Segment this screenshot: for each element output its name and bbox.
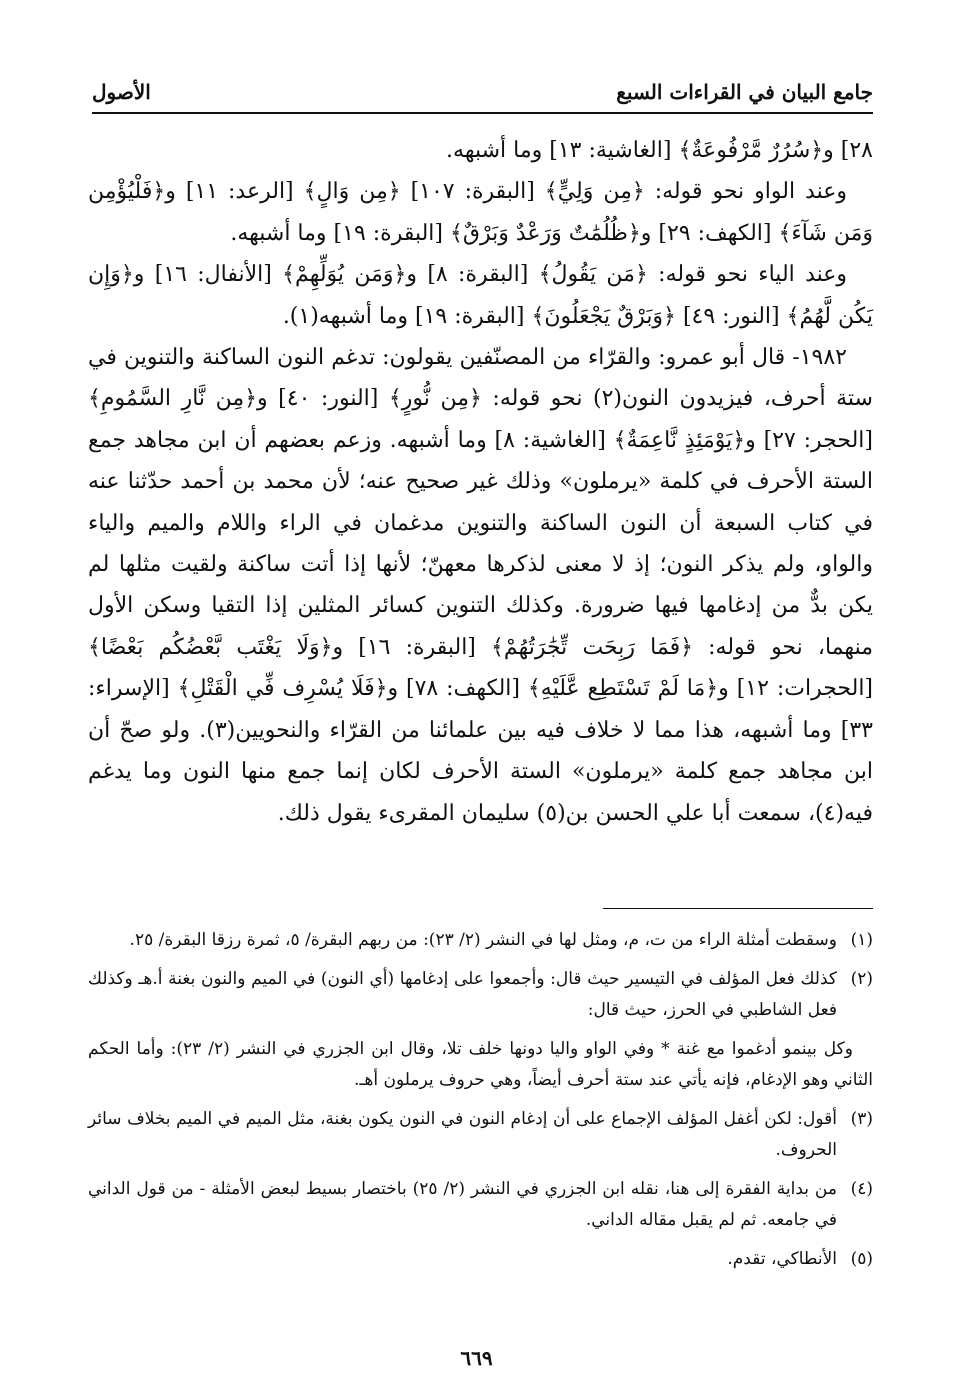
paragraph-4: ١٩٨٢- قال أبو عمرو: والقرّاء من المصنّفين يقولون: تدغم النون الساكنة والتنوين في ستة أحرف، فيزيدون النون(٢) نحو قوله: ﴿مِن نُّورٍ﴾ [النور: ٤٠] و﴿مِن نَّارِ السَّمُومِ﴾ [الحجر: ٢٧] و﴿يَوْمَئِذٍ نَّاعِمَةٌ﴾ [الغاشية: ٨] وما أشبهه. وزعم بعضهم أن ابن مجاهد جمع الستة الأحرف في كلمة «يرملون» وذلك غير صحيح عنه؛ لأن محمد بن أحمد حدّثنا عنه في كتاب السبعة أن النون الساكنة والتنوين مدغمان في الراء واللام والميم والياء والواو، ولم يذكر النون؛ إذ لا معنى لذكرها معهنّ؛ لأنها إذا أتت ساكنة ولقيت مثلها لم يكن بدٌّ من إدغامها فيها ضرورة. وكذلك التنوين كسائر المثلين إذا التقيا وسكن الأول منهما، نحو قوله: ﴿فَمَا رَبِحَت تِّجَٰرَتُهُمْ﴾ [البقرة: ١٦] و﴿وَلَا يَغْتَب بَّعْضُكُم بَعْضًا﴾ [الحجرات: ١٢] و﴿مَا لَمْ تَسْتَطِع عَّلَيْهِ﴾ [الكهف: ٧٨] و﴿فَلَا يُسْرِف فِّي الْقَتْلِ﴾ [الإسراء: ٣٣] وما أشبهه، هذا مما لا خلاف فيه بين علمائنا من القرّاء والنحويين(٣). ولو صحّ أن ابن مجاهد جمع كلمة «يرملون» الستة الأحرف لكان إنما جمع منها النون وما يدغم فيه(٤)، سمعت أبا علي الحسن بن(٥) سليمان المقرىء يقول ذلك.	[88, 345, 874, 826]
paragraph-2: وعند الواو نحو قوله: ﴿مِن وَلِيٍّ﴾ [البقرة: ١٠٧] ﴿مِن وَالٍ﴾ [الرعد: ١١] و﴿فَلْيُؤْمِن وَمَن شَآءَ﴾ [الكهف: ٢٩] و﴿ظُلُمَٰتٌ وَرَعْدٌ وَبَرْقٌ﴾ [البقرة: ١٩] وما أشبهه.	[88, 179, 873, 246]
footnote	[88, 964, 873, 1026]
footnote-text: كذلك فعل المؤلف في التيسير حيث قال: وأجمعوا على إدغامها (أي النون) في الميم والنون بغنة أ.هـ وكذلك فعل الشاطبي في الحرز، حيث قال:	[88, 969, 837, 1020]
footnote-text: وسقطت أمثلة الراء من ت، م، ومثل لها في النشر (٢/ ٢٣): من ربهم البقرة/ ٥، ثمرة رزقا البقرة/ ٢٥.	[129, 930, 837, 950]
footnote-text: الأنطاكي، تقدم.	[727, 1249, 837, 1269]
footnote-number: (٣)	[850, 1109, 873, 1129]
footnote-number: (٥)	[850, 1249, 873, 1269]
footnote-text: أقول: لكن أغفل المؤلف الإجماع على أن إدغام النون في النون يكون بغنة، مثل الميم في الميم بخلاف سائر الحروف.	[88, 1109, 837, 1160]
paragraph-1: ٢٨] و﴿سُرُرٌ مَّرْفُوعَةٌ﴾ [الغاشية: ١٣] وما أشبهه.	[446, 138, 873, 163]
footnote-separator	[603, 908, 873, 909]
footnote-number: (١)	[850, 930, 873, 950]
footnote-number: (٢)	[850, 969, 873, 989]
section-title: الأصول	[92, 80, 151, 104]
footnote-continuation: وكل بينمو أدغموا مع غنة * وفي الواو واليا دونها خلف تلا، وقال ابن الجزري في النشر (٢/ ٢٣): وأما الحكم الثاني وهو الإدغام، فإنه يأتي عند ستة أحرف أيضاً، وهي حروف يرملون أهـ.	[88, 1039, 873, 1090]
footnote	[88, 1104, 873, 1166]
book-title: جامع البيان في القراءات السبع	[616, 80, 873, 104]
footnote	[88, 1244, 873, 1275]
footnote-number: (٤)	[850, 1179, 873, 1199]
page-number: ٦٦٩	[460, 1346, 493, 1370]
footnote-text: من بداية الفقرة إلى هنا، نقله ابن الجزري في النشر (٢/ ٢٥) باختصار بسيط لبعض الأمثلة - من قول الداني في جامعه. ثم لم يقبل مقاله الداني.	[88, 1179, 837, 1230]
footnote	[88, 925, 873, 956]
footnote	[88, 1174, 873, 1236]
paragraph-3: وعند الياء نحو قوله: ﴿مَن يَقُولُ﴾ [البقرة: ٨] و﴿وَمَن يُوَلِّهِمْ﴾ [الأنفال: ١٦] و﴿وَإِن يَكُن لَّهُمُ﴾ [النور: ٤٩] ﴿وَبَرْقٌ يَجْعَلُونَ﴾ [البقرة: ١٩] وما أشبهه(١).	[88, 262, 873, 329]
footnotes	[88, 925, 873, 1283]
running-header	[92, 68, 873, 114]
main-text	[88, 130, 873, 834]
